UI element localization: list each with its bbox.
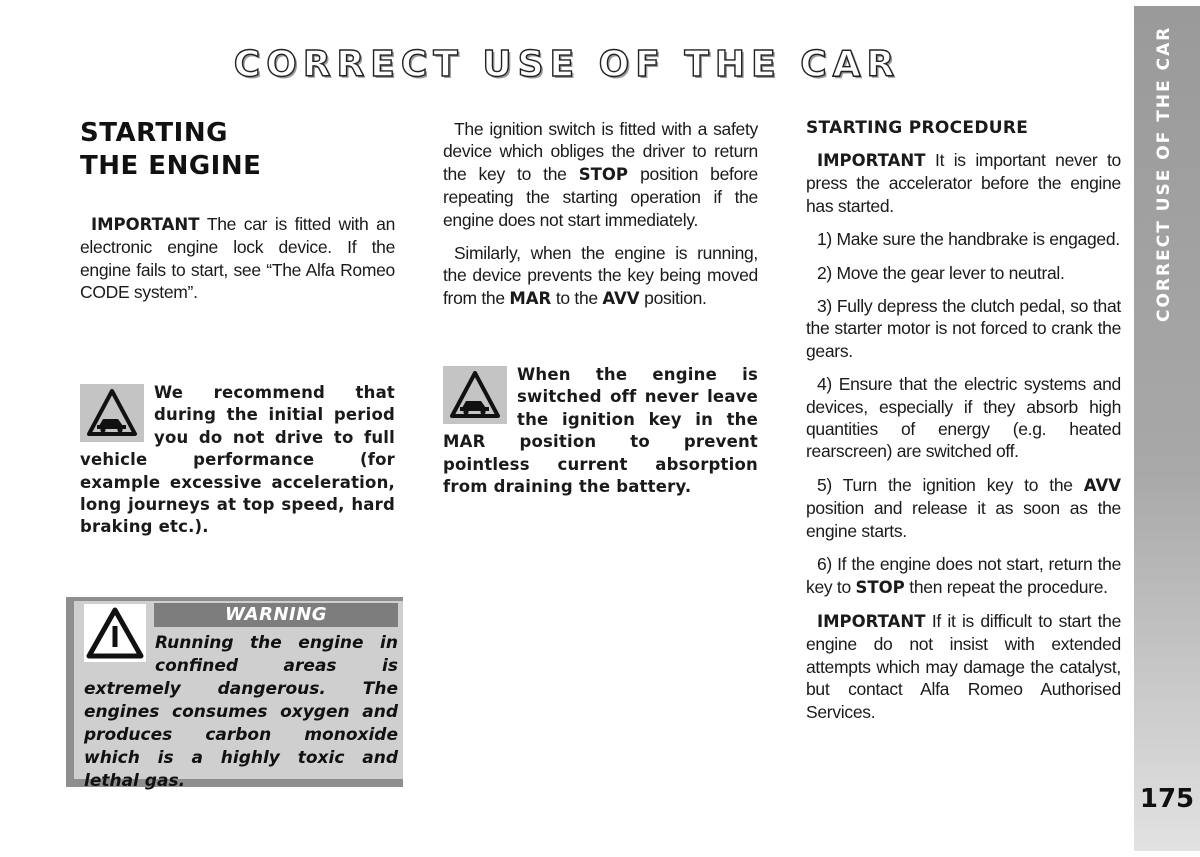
important-keyword: IMPORTANT [817,611,926,631]
step-5: 5) Turn the ignition key to the AVV position and release it as soon as the engine starts. [806,474,1121,541]
car-warning-icon [80,384,144,442]
step-2: 2) Move the gear lever to neutral. [817,262,1065,283]
important-note-lock [80,213,395,315]
section-title [80,117,395,183]
mar-keyword: MAR [509,288,552,308]
avv-keyword: AVV [602,288,640,308]
important-accelerator: IMPORTANT It is important never to press the accelerator before the engine has started. [806,150,1121,216]
warning-text: Running the engine in confined areas is extremely dangerous. The engines consumes oxygen and produces carbon monoxide which is a highly toxic and lethal gas. [84,633,398,791]
car-note-text: We recommend that during the initial period you do not drive to full vehicle performance (for example excessive acceleration, long journeys at top speed, hard braking etc.). [80,383,395,537]
key-lock-paragraph: Similarly, when the engine is running, the device prevents the key being moved from the MAR to the AVV position. [443,243,758,308]
starting-procedure-heading: STARTING PROCEDURE [806,118,1029,138]
avv-keyword: AVV [1083,475,1121,495]
step-3: 3) Fully depress the clutch pedal, so that the starter motor is not forced to crank the gears. [806,296,1121,361]
page-number: 175 [1139,784,1195,814]
car-note-ignition-key [443,364,758,498]
car-note-text: When the engine is switched off never leave the ignition key in the MAR position to prevent pointless current absorption from draining the battery. [443,365,758,497]
step-1: 1) Make sure the handbrake is engaged. [817,229,1120,250]
warning-text-block [84,632,398,793]
car-note-running-in [80,382,395,539]
car-warning-icon [443,366,507,424]
section-title-line2: THE ENGINE [80,151,262,181]
important-catalyst: IMPORTANT If it is difficult to start the engine do not insist with extended attempts which may damage the catalyst, but contact Alfa Romeo Authorised Services. [806,610,1121,722]
stop-keyword: STOP [855,577,905,597]
starting-procedure [806,116,1121,734]
page-title: CORRECT USE OF THE CAR [233,44,901,85]
ignition-safety-paragraph: The ignition switch is fitted with a safety device which obliges the driver to return the key to the STOP position before repeating the starting operation if the engine does not start immediately. [443,119,758,230]
warning-heading: WARNING [154,603,398,627]
important-text: The car is fitted with an electronic engine lock device. If the engine fails to start, see “The Alfa Romeo CODE system”. [80,214,395,303]
section-title-line1: STARTING [80,118,228,148]
step-4: 4) Ensure that the electric systems and devices, especially if they absorb high quantities of energy (e.g. heated rearscreen) are switched off. [806,374,1121,462]
important-keyword: IMPORTANT [817,151,926,170]
ignition-paragraphs [443,118,758,321]
important-keyword: IMPORTANT [91,215,200,234]
step-6: 6) If the engine does not start, return the key to STOP then repeat the procedure. [806,554,1121,597]
side-tab-label: CORRECT USE OF THE CAR [1154,25,1174,322]
stop-keyword: STOP [578,164,628,184]
